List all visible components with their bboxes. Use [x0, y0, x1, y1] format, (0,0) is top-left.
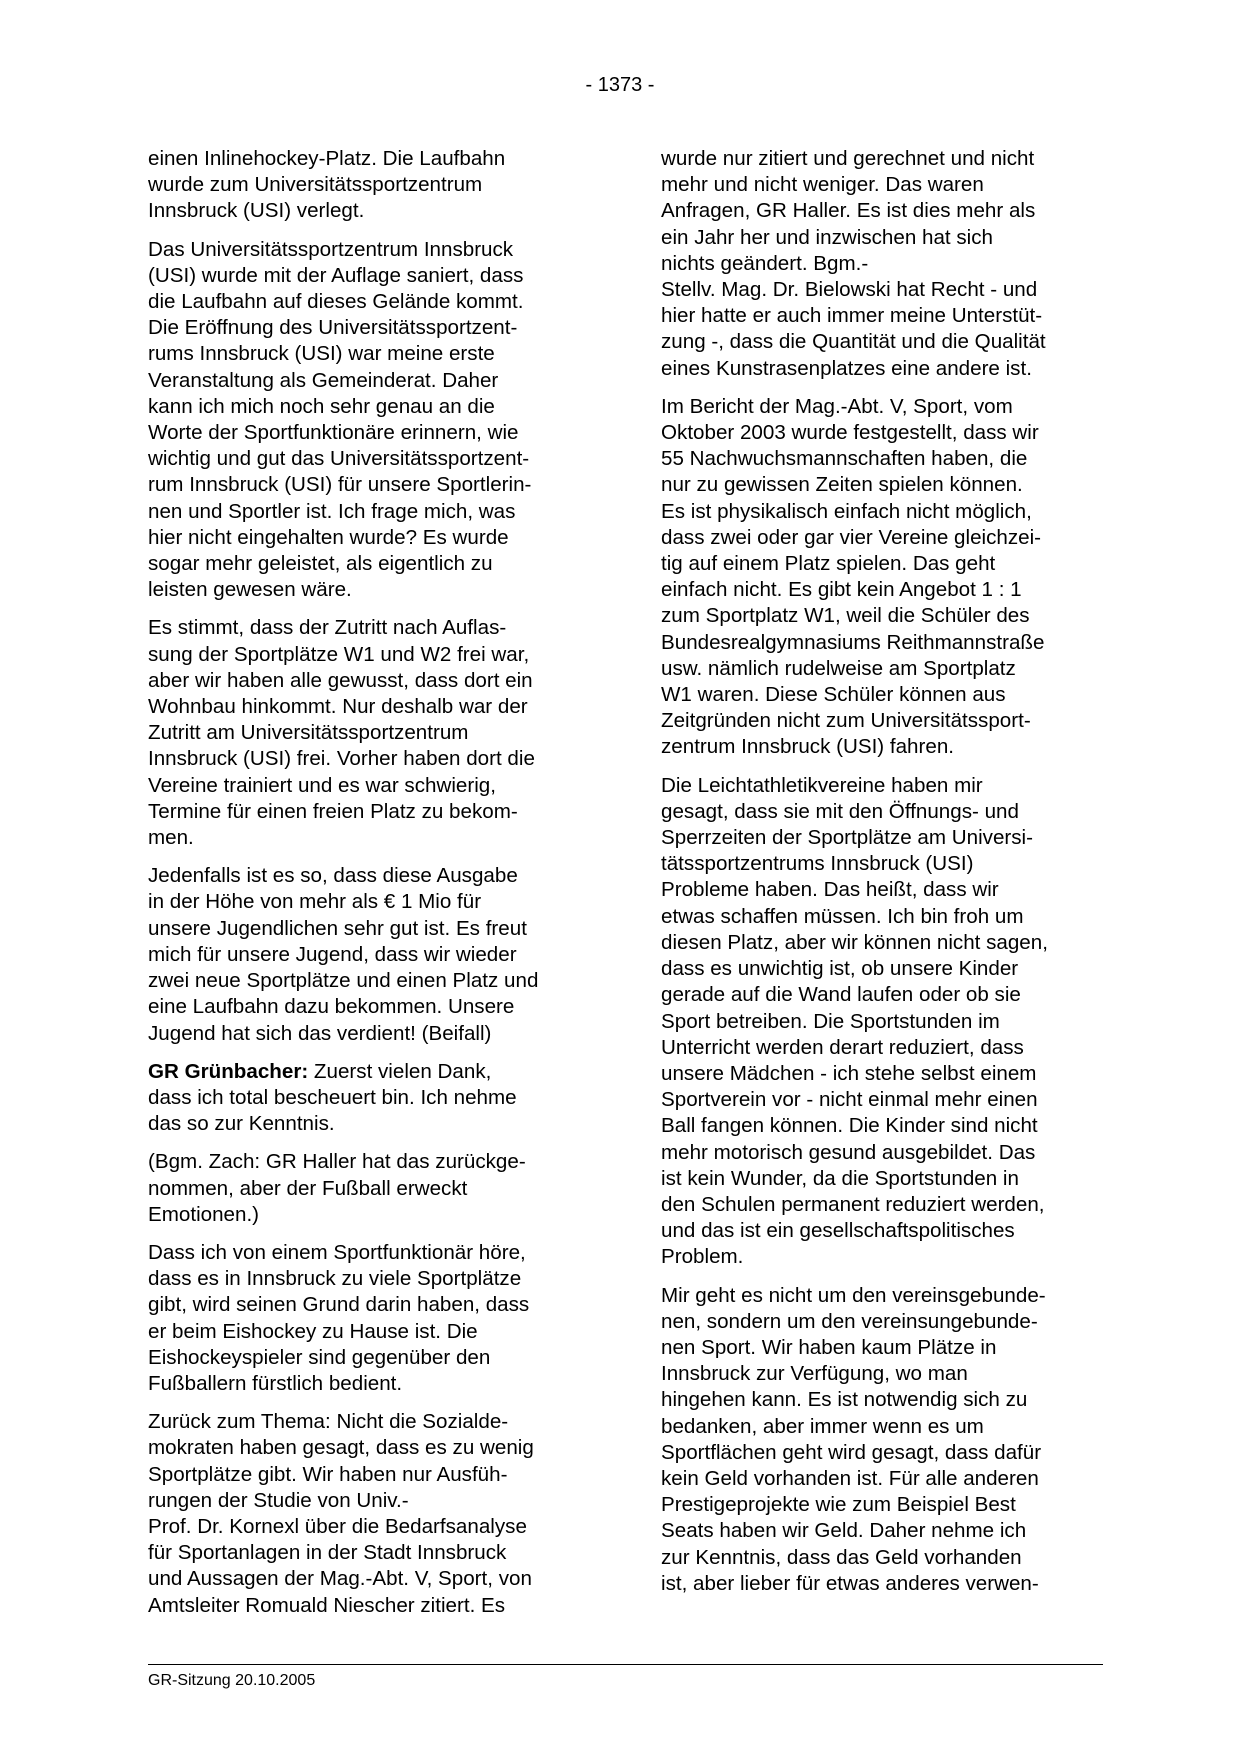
- paragraph: [661, 146, 1103, 382]
- text-line: diesen Platz, aber wir können nicht sagen,: [661, 930, 1048, 954]
- page-number: - 1373 -: [585, 74, 655, 96]
- footer-text: GR-Sitzung 20.10.2005: [148, 1672, 316, 1689]
- speaker-name: GR Grünbacher:: [148, 1059, 309, 1083]
- text-line: Im Bericht der Mag.-Abt. V, Sport, vom: [661, 394, 1013, 418]
- text-line: etwas schaffen müssen. Ich bin froh um: [661, 904, 1024, 928]
- text-line: Es ist physikalisch einfach nicht möglich,: [661, 499, 1032, 523]
- paragraph: [148, 237, 588, 604]
- text-line: Bundesrealgymnasiums Reithmannstraße: [661, 630, 1045, 654]
- text-line: die Laufbahn auf dieses Gelände kommt.: [148, 290, 524, 314]
- text-line: gibt, wird seinen Grund darin haben, dass: [148, 1293, 530, 1317]
- paragraph: [148, 1409, 588, 1619]
- text-line: (USI) wurde mit der Auflage saniert, dass: [148, 263, 524, 287]
- text-line: Veranstaltung als Gemeinderat. Daher: [148, 368, 499, 392]
- text-line: zum Sportplatz W1, weil die Schüler des: [661, 604, 1030, 628]
- text-line: kein Geld vorhanden ist. Für alle anderen: [661, 1466, 1039, 1490]
- text-line: wichtig und gut das Universitätssportzent-: [148, 447, 530, 471]
- text-line: eines Kunstrasenplatzes eine andere ist.: [661, 356, 1032, 380]
- text-line: Oktober 2003 wurde festgestellt, dass wir: [661, 421, 1039, 445]
- text-line: Worte der Sportfunktionäre erinnern, wie: [148, 421, 519, 445]
- text-line: Innsbruck zur Verfügung, wo man: [661, 1362, 968, 1386]
- paragraph: [148, 863, 588, 1046]
- text-line: dass zwei oder gar vier Vereine gleichzei-: [661, 525, 1042, 549]
- text-line: und Aussagen der Mag.-Abt. V, Sport, von: [148, 1567, 532, 1591]
- text-line: nommen, aber der Fußball erweckt: [148, 1176, 468, 1200]
- text-line: tig auf einem Platz spielen. Das geht: [661, 552, 996, 576]
- text-line: Zutritt am Universitätssportzentrum: [148, 721, 469, 745]
- text-line: zur Kenntnis, dass das Geld vorhanden: [661, 1545, 1022, 1569]
- text-line: leisten gewesen wäre.: [148, 578, 352, 602]
- text-line: rungen der Studie von Univ.-: [148, 1488, 409, 1512]
- text-line: kann ich mich noch sehr genau an die: [148, 394, 495, 418]
- text-line: dass es in Innsbruck zu viele Sportplätze: [148, 1267, 522, 1291]
- paragraph: [148, 615, 588, 851]
- text-line: in der Höhe von mehr als € 1 Mio für: [148, 890, 482, 914]
- text-line: einen Inlinehockey-Platz. Die Laufbahn: [148, 147, 506, 170]
- text-line: und das ist ein gesellschaftspolitisches: [661, 1219, 1015, 1243]
- text-line: eine Laufbahn dazu bekommen. Unsere: [148, 995, 515, 1019]
- text-line: ist kein Wunder, da die Sportstunden in: [661, 1166, 1019, 1190]
- text-line: Jedenfalls ist es so, dass diese Ausgabe: [148, 864, 518, 888]
- speaker-text: Zuerst vielen Dank,: [308, 1059, 492, 1083]
- paragraph: [148, 146, 588, 225]
- text-line: Vereine trainiert und es war schwierig,: [148, 773, 496, 797]
- text-line: hingehen kann. Es ist notwendig sich zu: [661, 1388, 1028, 1412]
- text-line: usw. nämlich rudelweise am Sportplatz: [661, 656, 1016, 680]
- text-line: den Schulen permanent reduziert werden,: [661, 1192, 1045, 1216]
- text-line: sogar mehr geleistet, als eigentlich zu: [148, 552, 493, 576]
- right-column: [661, 146, 1103, 1609]
- text-line: hier hatte er auch immer meine Unterstüt-: [661, 304, 1043, 328]
- text-line: Die Leichtathletikvereine haben mir: [661, 773, 983, 797]
- text-line: er beim Eishockey zu Hause ist. Die: [148, 1319, 478, 1343]
- text-line: Anfragen, GR Haller. Es ist dies mehr als: [661, 199, 1036, 223]
- text-line: Prestigeprojekte wie zum Beispiel Best: [661, 1493, 1016, 1517]
- text-line: tätssportzentrums Innsbruck (USI): [661, 852, 974, 876]
- text-line: Die Eröffnung des Universitätssportzent-: [148, 316, 518, 340]
- text-line: hier nicht eingehalten wurde? Es wurde: [148, 525, 509, 549]
- text-line: Seats haben wir Geld. Daher nehme ich: [661, 1519, 1027, 1543]
- text-line: W1 waren. Diese Schüler können aus: [661, 683, 1006, 707]
- text-line: nichts geändert. Bgm.-: [661, 251, 869, 275]
- text-line: Sportflächen geht wird gesagt, dass dafür: [661, 1440, 1042, 1464]
- text-line: Es stimmt, dass der Zutritt nach Auflas-: [148, 616, 507, 640]
- text-line: Amtsleiter Romuald Niescher zitiert. Es: [148, 1593, 506, 1617]
- left-column: [148, 146, 588, 1631]
- text-line: nen Sport. Wir haben kaum Plätze in: [661, 1335, 997, 1359]
- text-line: Probleme haben. Das heißt, dass wir: [661, 878, 999, 902]
- text-line: zung -, dass die Quantität und die Qualität: [661, 330, 1046, 354]
- text-line: gerade auf die Wand laufen oder ob sie: [661, 983, 1021, 1007]
- text-line: nur zu gewissen Zeiten spielen können.: [661, 473, 1023, 497]
- text-line: Fußballern fürstlich bedient.: [148, 1371, 403, 1395]
- text-line: sung der Sportplätze W1 und W2 frei war,: [148, 642, 530, 666]
- text-line: mich für unsere Jugend, dass wir wieder: [148, 942, 517, 966]
- text-line: mokraten haben gesagt, dass es zu wenig: [148, 1436, 534, 1460]
- text-line: aber wir haben alle gewusst, dass dort ein: [148, 668, 533, 692]
- text-line: für Sportanlagen in der Stadt Innsbruck: [148, 1541, 507, 1565]
- text-line: nen und Sportler ist. Ich frage mich, was: [148, 499, 516, 523]
- text-line: Sportplätze gibt. Wir haben nur Ausfüh-: [148, 1462, 508, 1486]
- text-line: Eishockeyspieler sind gegenüber den: [148, 1345, 491, 1369]
- text-line: dass ich total bescheuert bin. Ich nehme: [148, 1085, 517, 1109]
- text-line: Innsbruck (USI) frei. Vorher haben dort die: [148, 747, 535, 771]
- text-line: gesagt, dass sie mit den Öffnungs- und: [661, 799, 1019, 823]
- text-line: Dass ich von einem Sportfunktionär höre,: [148, 1240, 526, 1264]
- text-line: Ball fangen können. Die Kinder sind nicht: [661, 1114, 1038, 1138]
- text-line: wurde nur zitiert und gerechnet und nicht: [661, 147, 1035, 170]
- text-line: Innsbruck (USI) verlegt.: [148, 199, 365, 223]
- text-line: mehr motorisch gesund ausgebildet. Das: [661, 1140, 1036, 1164]
- text-line: Sportverein vor - nicht einmal mehr einen: [661, 1088, 1038, 1112]
- paragraph: [661, 773, 1103, 1271]
- text-line: nen, sondern um den vereinsungebunde-: [661, 1309, 1038, 1333]
- text-line: ein Jahr her und inzwischen hat sich: [661, 225, 993, 249]
- text-line: Zurück zum Thema: Nicht die Sozialde-: [148, 1410, 509, 1434]
- text-line: Prof. Dr. Kornexl über die Bedarfsanalyse: [148, 1514, 527, 1538]
- text-line: rum Innsbruck (USI) für unsere Sportlerin-: [148, 473, 532, 497]
- text-line: rums Innsbruck (USI) war meine erste: [148, 342, 495, 366]
- text-line: unsere Jugendlichen sehr gut ist. Es freut: [148, 916, 527, 940]
- paragraph: [148, 1149, 588, 1228]
- text-line: Unterricht werden derart reduziert, dass: [661, 1035, 1024, 1059]
- paragraph: [148, 1059, 588, 1138]
- text-line: Mir geht es nicht um den vereinsgebunde-: [661, 1283, 1046, 1307]
- paragraph: [148, 1240, 588, 1397]
- text-line: (Bgm. Zach: GR Haller hat das zurückge-: [148, 1150, 526, 1174]
- text-line: [148, 1059, 588, 1085]
- text-line: dass es unwichtig ist, ob unsere Kinder: [661, 957, 1019, 981]
- text-line: Termine für einen freien Platz zu bekom-: [148, 799, 518, 823]
- text-line: Sport betreiben. Die Sportstunden im: [661, 1009, 1000, 1033]
- text-line: Zeitgründen nicht zum Universitätssport-: [661, 709, 1031, 733]
- text-line: ist, aber lieber für etwas anderes verwen-: [661, 1571, 1039, 1595]
- paragraph: [661, 394, 1103, 761]
- text-line: Wohnbau hinkommt. Nur deshalb war der: [148, 695, 528, 719]
- text-line: bedanken, aber immer wenn es um: [661, 1414, 984, 1438]
- text-line: zentrum Innsbruck (USI) fahren.: [661, 735, 954, 759]
- text-line: men.: [148, 826, 194, 850]
- text-line: 55 Nachwuchsmannschaften haben, die: [661, 447, 1028, 471]
- text-line: Stellv. Mag. Dr. Bielowski hat Recht - und: [661, 278, 1038, 302]
- text-line: Sperrzeiten der Sportplätze am Universi-: [661, 826, 1033, 850]
- text-line: wurde zum Universitätssportzentrum: [148, 173, 483, 197]
- text-line: unsere Mädchen - ich stehe selbst einem: [661, 1061, 1037, 1085]
- text-line: Jugend hat sich das verdient! (Beifall): [148, 1021, 492, 1045]
- text-line: Das Universitätssportzentrum Innsbruck: [148, 237, 514, 261]
- text-line: zwei neue Sportplätze und einen Platz und: [148, 969, 539, 993]
- text-line: Emotionen.): [148, 1202, 260, 1226]
- footer-divider: [148, 1664, 1103, 1665]
- text-line: das so zur Kenntnis.: [148, 1112, 335, 1136]
- text-line: mehr und nicht weniger. Das waren: [661, 173, 984, 197]
- text-line: Problem.: [661, 1245, 744, 1269]
- text-line: einfach nicht. Es gibt kein Angebot 1 : 1: [661, 578, 1022, 602]
- paragraph: [661, 1283, 1103, 1597]
